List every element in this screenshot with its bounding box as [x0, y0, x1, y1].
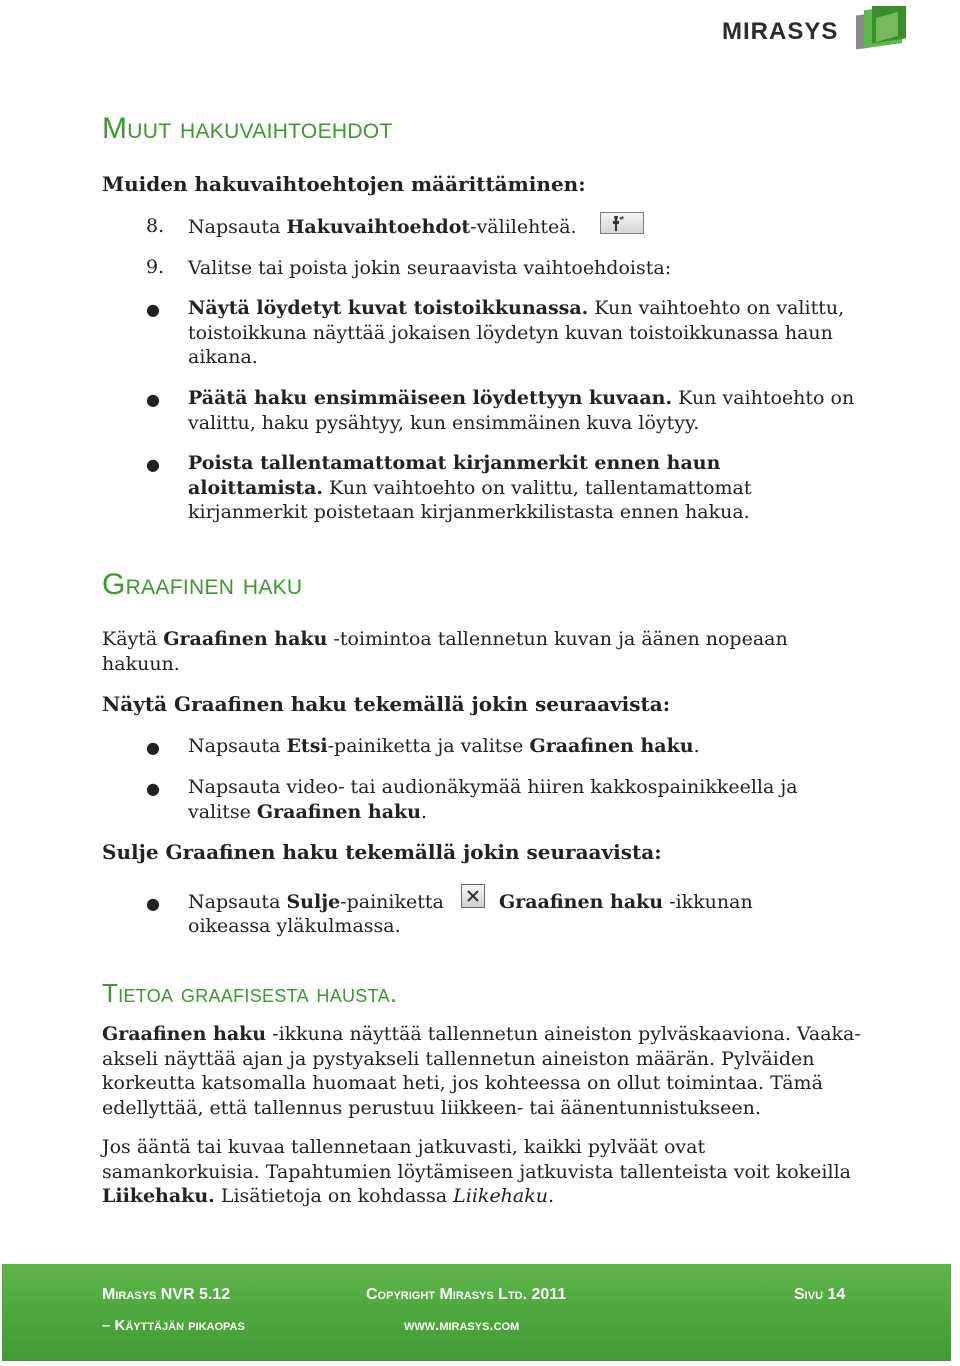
close-icon	[461, 884, 485, 908]
option-1-bold: Näytä löydetyt kuvat toistoikkunassa.	[188, 297, 589, 319]
close-option-line2: oikeassa yläkulmassa.	[188, 915, 401, 937]
about-2-pre: Jos ääntä tai kuvaa tallennetaan jatkuvasti, kaikki pylväät ovat samankorkuisia. Tapahtumien löytämiseen jatkuvista tallenteista voit kokeilla	[102, 1136, 851, 1183]
show-1-bold1: Etsi	[286, 735, 328, 757]
desc-bold: Graafinen haku	[163, 628, 328, 650]
option-2-bold: Päätä haku ensimmäiseen löydettyyn kuvaan.	[188, 387, 673, 409]
close-mid: -painiketta	[340, 891, 444, 913]
step-8-post: -välilehteä.	[470, 216, 577, 238]
about-paragraph-1	[102, 1022, 870, 1120]
graphical-search-description	[102, 627, 822, 676]
step-9: Valitse tai poista jokin seuraavista vaihtoehdoista:	[188, 257, 672, 279]
section-heading-graphical-search: Graafinen haku	[102, 568, 303, 601]
option-1-text: Kun vaihtoehto on valittu, toistoikkuna näyttää jokaisen löydetyn kuvan toistoikkunassa haun aikana.	[188, 297, 845, 368]
show-1-pre: Napsauta	[188, 735, 287, 757]
desc-post: -toimintoa tallennetun kuvan ja äänen nopeaan hakuun.	[102, 628, 788, 675]
footer-url: www.mirasys.com	[404, 1317, 520, 1334]
close-graphical-search-intro: Sulje Graafinen haku tekemällä jokin seuraavista:	[102, 840, 662, 864]
step-8-pre: Napsauta	[188, 216, 287, 238]
logo-text: MIRASYS	[722, 18, 839, 45]
bullet-icon: ●	[146, 455, 160, 474]
bullet-icon: ●	[146, 894, 160, 913]
show-option-search-button	[188, 734, 868, 759]
section-heading-about: Tietoa graafisesta hausta.	[102, 978, 398, 1008]
step-number: 8.	[146, 215, 165, 237]
close-option-window	[499, 890, 799, 915]
option-2-text: Kun vaihtoehto on valittu, haku pysähtyy, kun ensimmäinen kuva löytyy.	[188, 387, 855, 434]
show-2-pre: Napsauta video- tai audionäkymää hiiren kakkospainikkeella ja valitse	[188, 776, 798, 823]
close-pre: Napsauta	[188, 891, 287, 913]
option-3-text: Kun vaihtoehto on valittu, tallentamattomat kirjanmerkit poistetaan kirjanmerkkilistasta ennen hakua.	[188, 476, 752, 523]
footer-guide: – Käyttäjän pikaopas	[102, 1317, 245, 1334]
close-bold2: Graafinen haku	[499, 891, 664, 913]
bullet-icon: ●	[146, 779, 160, 798]
bullet-icon: ●	[146, 390, 160, 409]
footer-copyright: Copyright Mirasys Ltd. 2011	[366, 1286, 567, 1303]
desc-pre: Käytä	[102, 628, 164, 650]
about-paragraph-2	[102, 1135, 862, 1209]
section-heading-other-options: Muut hakuvaihtoehdot	[102, 112, 393, 145]
show-2-bold: Graafinen haku	[256, 800, 421, 823]
step-8	[188, 215, 868, 240]
show-option-right-click	[188, 775, 808, 824]
option-remove-bookmarks	[188, 451, 788, 525]
show-graphical-search-intro: Näytä Graafinen haku tekemällä jokin seuraavista:	[102, 692, 671, 716]
mirasys-logo	[722, 6, 914, 54]
close-bold1: Sulje	[286, 891, 341, 913]
other-options-intro: Muiden hakuvaihtoehtojen määrittäminen:	[102, 172, 586, 196]
option-show-found-images	[188, 296, 868, 370]
option-stop-at-first	[188, 386, 868, 435]
about-2-post: .	[548, 1185, 555, 1207]
page-footer	[2, 1264, 951, 1361]
tools-icon	[600, 212, 644, 234]
bullet-icon: ●	[146, 300, 160, 319]
about-2-mid: Lisätietoja on kohdassa	[214, 1185, 454, 1207]
close-post: -ikkunan	[663, 891, 753, 913]
footer-product: Mirasys NVR 5.12	[102, 1286, 231, 1303]
footer-page-number: Sivu 14	[794, 1286, 846, 1303]
step-number: 9.	[146, 256, 165, 278]
bullet-icon: ●	[146, 738, 160, 757]
show-1-bold2: Graafinen haku	[529, 735, 694, 757]
about-1-bold: Graafinen haku	[102, 1023, 267, 1045]
about-1-text: -ikkuna näyttää tallennetun aineiston pylväskaaviona. Vaaka-akseli näyttää ajan ja pystyakseli tallennetun aineiston määrän. Pylväiden korkeutta katsomalla huomaat heti, jos kohteessa on ollut toimintaa. Tämä edellyttää, että tallennus perustuu liikkeen- tai äänentunnistukseen.	[102, 1023, 861, 1119]
show-1-post: .	[693, 735, 700, 757]
mirasys-logo-mark-icon	[852, 6, 910, 54]
close-option-line1	[188, 890, 458, 915]
about-2-bold: Liikehaku.	[102, 1185, 215, 1207]
option-3-bold: Poista tallentamattomat kirjanmerkit ennen haun aloittamista.	[188, 452, 721, 499]
show-2-post: .	[421, 800, 428, 823]
step-8-bold: Hakuvaihtoehdot	[286, 216, 471, 238]
about-2-italic: Liikehaku	[453, 1185, 548, 1207]
show-1-mid: -painiketta ja valitse	[327, 735, 530, 757]
